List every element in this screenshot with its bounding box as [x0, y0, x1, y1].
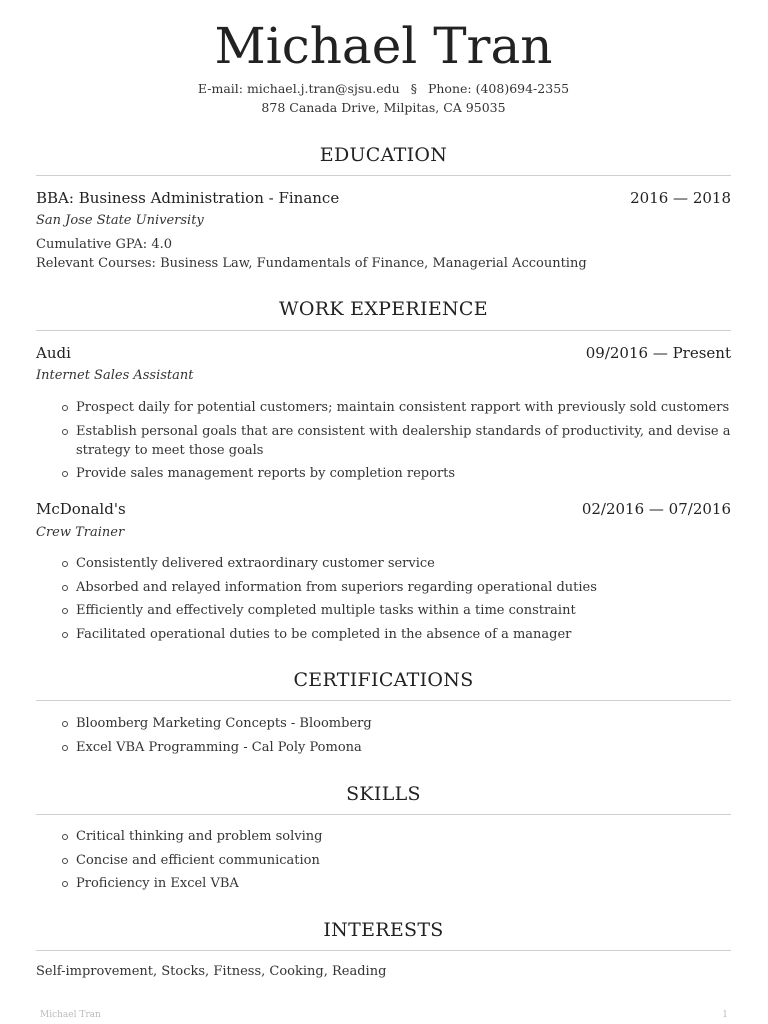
footer-name: Michael Tran: [40, 1010, 101, 1020]
gpa-text: Cumulative GPA: 4.0: [36, 237, 172, 252]
list-item: Excel VBA Programming - Cal Poly Pomona: [76, 738, 731, 757]
job-row: [36, 500, 731, 518]
list-item: Absorbed and relayed information from superiors regarding operational duties: [76, 578, 731, 597]
skills-heading: SKILLS: [346, 783, 421, 805]
education-degree-row: [36, 189, 731, 207]
address-text: 878 Canada Drive, Milpitas, CA 95035: [261, 100, 506, 115]
courses-text: Relevant Courses: Business Law, Fundamentals of Finance, Managerial Accounting: [36, 256, 587, 271]
school-name: San Jose State University: [36, 213, 204, 228]
interests-text: Self-improvement, Stocks, Fitness, Cooking, Reading: [36, 964, 387, 979]
job-title: Internet Sales Assistant: [36, 368, 194, 383]
list-item: Facilitated operational duties to be completed in the absence of a manager: [76, 625, 731, 644]
phone-text: Phone: (408)694-2355: [427, 81, 570, 96]
contact-line: [36, 81, 731, 96]
education-divider: [36, 175, 731, 176]
candidate-name: Michael Tran: [214, 17, 553, 75]
list-item: Establish personal goals that are consistent with dealership standards of productivity, and devise a strategy to meet those goals: [76, 423, 731, 458]
list-item: Consistently delivered extraordinary customer service: [76, 554, 731, 573]
page-number: 1: [722, 1010, 728, 1020]
section-sign-separator: §: [410, 81, 417, 96]
company-name: McDonald's: [36, 500, 126, 518]
skills-divider: [36, 814, 731, 815]
list-item: Efficiently and effectively completed multiple tasks within a time constraint: [76, 601, 731, 620]
interests-heading: INTERESTS: [323, 919, 444, 941]
email-text: E-mail: michael.j.tran@sjsu.edu: [197, 81, 400, 96]
list-item: Prospect daily for potential customers; maintain consistent rapport with previously sold customers: [76, 400, 730, 415]
job-dates: 09/2016 — Present: [585, 344, 731, 362]
certifications-divider: [36, 700, 731, 701]
job-bullet-list: [36, 398, 731, 488]
certifications-heading: CERTIFICATIONS: [293, 669, 474, 691]
list-item: Bloomberg Marketing Concepts - Bloomberg: [76, 714, 731, 733]
certifications-list: [36, 714, 731, 761]
skills-list: [36, 827, 731, 898]
list-item: Provide sales management reports by completion reports: [76, 464, 731, 483]
list-item: Concise and efficient communication: [76, 851, 731, 870]
list-item: Critical thinking and problem solving: [76, 827, 731, 846]
job-title: Crew Trainer: [36, 525, 125, 540]
interests-divider: [36, 950, 731, 951]
job-dates: 02/2016 — 07/2016: [581, 500, 731, 518]
list-item: Proficiency in Excel VBA: [76, 874, 731, 893]
work-divider: [36, 330, 731, 331]
job-bullet-list: [36, 554, 731, 648]
degree-title: BBA: Business Administration - Finance: [36, 189, 340, 207]
education-dates: 2016 — 2018: [630, 189, 731, 207]
job-row: [36, 344, 731, 362]
education-heading: EDUCATION: [319, 144, 448, 166]
company-name: Audi: [36, 344, 71, 362]
work-heading: WORK EXPERIENCE: [279, 298, 488, 320]
